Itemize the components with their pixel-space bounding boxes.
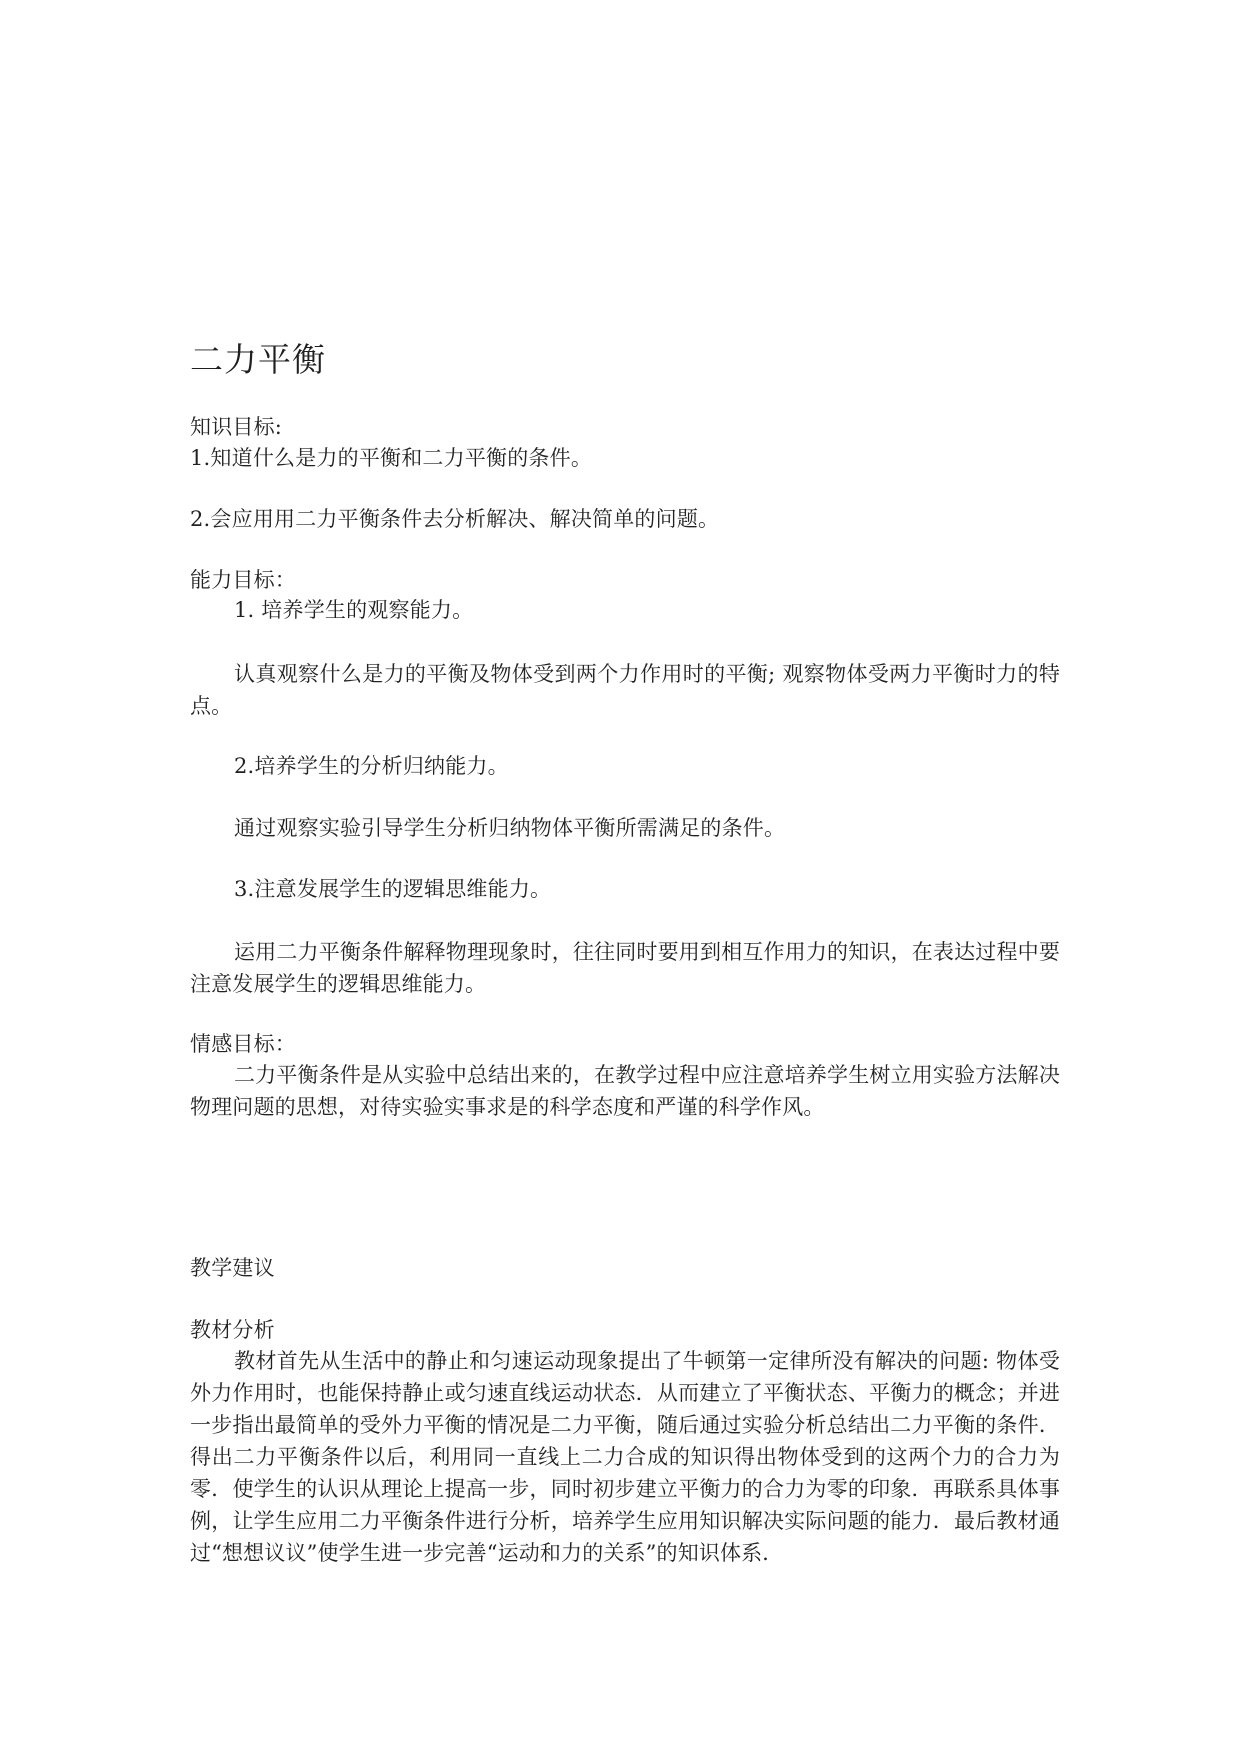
ability-goals-heading: 能力目标： <box>190 568 296 592</box>
ability-goal-item-2: 2.培养学生的分析归纳能力。 <box>234 754 509 778</box>
document-title: 二力平衡 <box>190 340 326 379</box>
emotion-goals-text: 二力平衡条件是从实验中总结出来的，在教学过程中应注意培养学生树立用实验方法解决物理问题的思想，对待实验实事求是的科学态度和严谨的科学作风。 <box>190 1063 1060 1119</box>
knowledge-goals-heading: 知识目标: <box>190 415 283 439</box>
textbook-analysis-heading: 教材分析 <box>190 1318 275 1342</box>
ability-goal-item-1: 1. 培养学生的观察能力。 <box>234 598 474 622</box>
ability-goal-item-1-detail: 认真观察什么是力的平衡及物体受到两个力作用时的平衡; 观察物体受两力平衡时力的特点。 <box>190 662 1060 718</box>
emotion-goals-heading: 情感目标： <box>190 1032 296 1056</box>
ability-goal-item-3: 3.注意发展学生的逻辑思维能力。 <box>234 877 552 901</box>
knowledge-goal-item-1: 1.知道什么是力的平衡和二力平衡的条件。 <box>190 446 593 470</box>
ability-goal-item-2-detail: 通过观察实验引导学生分析归纳物体平衡所需满足的条件。 <box>234 816 786 840</box>
textbook-analysis-text: 教材首先从生活中的静止和匀速运动现象提出了牛顿第一定律所没有解决的问题: 物体受外力作用时，也能保持静止或匀速直线运动状态．从而建立了平衡状态、平衡力的概念；并进一步指出最简单的受外力平衡的情况是二力平衡，随后通过实验分析总结出二力平衡的条件．得出二力平衡条件以后，利用同一直线上二力合成的知识得出物体受到的这两个力的合力为零．使学生的认识从理论上提高一步，同时初步建立平衡力的合力为零的印象．再联系具体事例，让学生应用二力平衡条件进行分析，培养学生应用知识解决实际问题的能力．最后教材通过“想想议议”使学生进一步完善“运动和力的关系”的知识体系． <box>190 1349 1060 1565</box>
teaching-suggestions-heading: 教学建议 <box>190 1256 275 1280</box>
document-page <box>190 0 1060 1754</box>
ability-goal-item-3-detail: 运用二力平衡条件解释物理现象时，往往同时要用到相互作用力的知识，在表达过程中要注意发展学生的逻辑思维能力。 <box>190 940 1060 996</box>
knowledge-goal-item-2: 2.会应用用二力平衡条件去分析解决、解决简单的问题。 <box>190 507 720 531</box>
